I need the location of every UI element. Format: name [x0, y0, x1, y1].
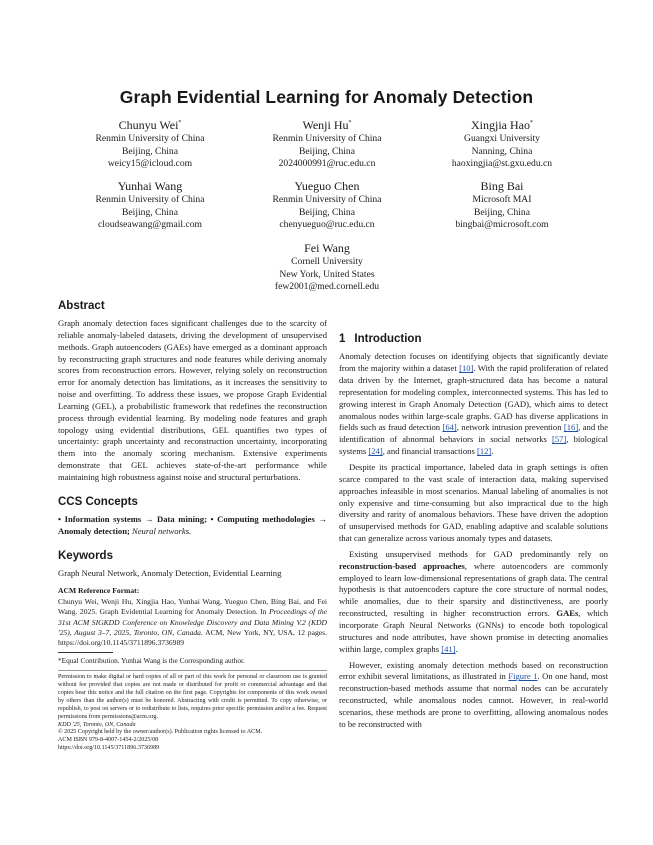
- permission-rule: [58, 670, 327, 671]
- author-email: 2024000991@ruc.edu.cn: [278, 158, 376, 170]
- author-name: Bing Bai: [480, 179, 524, 193]
- left-column: [58, 299, 327, 753]
- author-affiliation: Renmin University of China: [95, 133, 205, 144]
- author-location: Beijing, China: [122, 206, 178, 218]
- emphasis: GAEs: [556, 608, 579, 619]
- author-name: Chunyu Wei: [118, 118, 179, 132]
- author-email: weicy15@icloud.com: [107, 158, 193, 170]
- intro-paragraph-2: Despite its practical importance, labeled data in graph settings is often scarce compared to the vast scale of interaction data, making supervised approaches infeasible in most scenarios. Manual labeling of anomalies is not only expensive and time-consuming but also impractical due to the high diversity and rarity of anomalous behaviors. These have driven the adoption of unsupervised methods for GAD, enabling adaptive and scalable solutions that can generalize across various anomaly types and datasets.: [339, 462, 608, 544]
- abstract-text: Graph anomaly detection faces significant challenges due to the scarcity of reliable anomaly-labeled datasets, driving the development of unsupervised methods. Graph autoencoders (GAEs) have emerged as a dominant approach by reconstructing graph structures and node features while deriving anomaly scores from reconstruction errors. However, relying solely on reconstruction error for anomaly detection has limitations, as it increases the sensitivity to noise and overfitting. To address these issues, we propose Graph Evidential Learning (GEL), a probabilistic framework that redefines the reconstruction process through evidential learning. By modeling node features and graph topology using evidential distributions, GEL quantifies two types of uncertainty: graph uncertainty and reconstruction uncertainty, incorporating them into the anomaly scoring mechanism. Extensive experiments demonstrate that GEL achieves state-of-the-art performance while maintaining high robustness against noise and structural perturbations.: [58, 318, 327, 482]
- equal-contribution-mark: *: [178, 120, 182, 126]
- author-location: Beijing, China: [122, 145, 178, 157]
- citation-link[interactable]: [64]: [442, 422, 457, 433]
- author-affiliation: Cornell University: [291, 256, 363, 267]
- author-block: [402, 178, 602, 232]
- ccs-concept: Neural networks.: [129, 525, 192, 536]
- author-location: New York, United States: [279, 268, 375, 280]
- ccs-concept: • Information systems → Data mining;: [58, 513, 207, 524]
- author-name: Fei Wang: [304, 241, 350, 255]
- intro-paragraph-1: Anomaly detection focuses on identifying objects that significantly deviate from the majority within a dataset [10]. With the rapid proliferation of related data driven by the Internet, graph-structured data has become a natural representation for modeling complex, interconnected systems. This has led to growing interest in Graph Anomaly Detection (GAD), which aims to detect anomalous nodes within large-scale graphs. GAD has diverse applications in fields such as fraud detection [64], network intrusion prevention [16], and the identification of abnormal behaviors in social networks [57], biological systems [24], and financial transactions [12].: [339, 351, 609, 457]
- introduction-heading: [339, 332, 608, 346]
- author-name: Yueguo Chen: [294, 179, 360, 193]
- right-column: [339, 304, 608, 731]
- intro-paragraph-4: However, existing anomaly detection methods based on reconstruction error exhibit several limitations, as illustrated in Figure 1. On one hand, most reconstruction-based methods assume that normal nodes can be accurately reconstructed, while anomalous nodes cannot. However, in real-world scenarios, these methods are prone to overfitting, allowing anomalous nodes to be reconstructed with: [339, 659, 608, 729]
- equal-contribution-mark: *: [530, 120, 533, 126]
- section-number: 1: [339, 333, 346, 346]
- author-affiliation: Renmin University of China: [272, 133, 382, 144]
- acm-reference-continued: [339, 304, 608, 314]
- author-email: few2001@med.cornell.edu: [274, 281, 380, 293]
- acm-reference-tail: ACM, New York, NY, USA, 12 pages. https://doi.org/10.1145/3711896.3736989: [58, 627, 327, 648]
- author-block: [227, 178, 427, 232]
- author-name: Xingjia Hao: [471, 118, 530, 132]
- author-block: [50, 178, 250, 232]
- footnote-rule: [58, 652, 113, 653]
- permission-notice: Permission to make digital or hard copies of all or part of this work for personal or classroom use is granted without fee provided that copies are not made or distributed for profit or commercial advantage and that copies bear this notice and the full citation on the first page. Copyrights for components of this work owned by others than the author(s) must be honored. Abstracting with credit is permitted. To copy otherwise, or republish, to post on servers or to redistribute to lists, requires prior specific permission and/or a fee. Request permissions from permissions@acm.org.: [58, 674, 327, 720]
- citation-link[interactable]: [12]: [476, 446, 492, 457]
- citation-link[interactable]: [10]: [459, 363, 474, 374]
- author-block: [227, 240, 427, 294]
- author-email: cloudseawang@gmail.com: [98, 219, 202, 231]
- citation-link[interactable]: [41]: [441, 643, 456, 654]
- author-location: Beijing, China: [474, 206, 530, 218]
- author-name: Yunhai Wang: [117, 179, 183, 193]
- citation-link[interactable]: [16]: [563, 422, 579, 433]
- acm-reference-label: ACM Reference Format:: [58, 586, 140, 596]
- ccs-heading: CCS Concepts: [58, 495, 138, 508]
- author-affiliation: Microsoft MAI: [472, 194, 532, 205]
- ccs-concept: • Computing methodologies → Anomaly detection;: [58, 513, 328, 536]
- ccs-text: [58, 514, 327, 538]
- author-affiliation: Renmin University of China: [272, 194, 382, 205]
- author-location: Beijing, China: [299, 145, 355, 157]
- doi-line: https://doi.org/10.1145/3711896.3736989: [58, 745, 160, 752]
- intro-paragraph-3: Existing unsupervised methods for GAD predominantly rely on reconstruction-based approaches, where autoencoders are commonly employed to learn low-dimensional representations of graph data. The central hypothesis is that autoencoders capture the core structure of normal nodes, while anomalies, due to their sparsity and distinctiveness, are poorly reconstructed, resulting in higher reconstruction errors. GAEs, which incorporate Graph Neural Networks (GNNs) to encode both topological structures and node attributes, have shown promise in detecting anomalies within large, complex graphs [41].: [339, 548, 608, 654]
- author-email: bingbai@microsoft.com: [455, 219, 549, 231]
- emphasis: reconstruction-based approaches: [339, 560, 465, 571]
- author-block: [227, 115, 427, 171]
- keywords-heading: Keywords: [58, 549, 113, 562]
- author-email: chenyueguo@ruc.edu.cn: [279, 219, 375, 231]
- author-affiliation: Guangxi University: [464, 133, 540, 144]
- citation-link[interactable]: [57]: [552, 434, 567, 445]
- figure-link[interactable]: Figure 1: [508, 671, 538, 682]
- venue-line: KDD '25, Toronto, ON, Canada: [58, 721, 136, 728]
- copyright-line: © 2025 Copyright held by the owner/author(s). Publication rights licensed to ACM.: [58, 729, 263, 736]
- footnote: *Equal Contribution. Yunhai Wang is the Corresponding author.: [58, 655, 245, 665]
- equal-contribution-mark: *: [348, 120, 352, 126]
- acm-reference: [58, 586, 327, 648]
- section-title: Introduction: [354, 333, 422, 346]
- abstract-heading: Abstract: [58, 300, 105, 312]
- author-block: [402, 115, 602, 171]
- citation-link[interactable]: [24]: [368, 446, 383, 457]
- isbn-line: ACM ISBN 979-8-4007-1454-2/2025/08: [58, 737, 159, 744]
- keywords-text: Graph Neural Network, Anomaly Detection, Evidential Learning: [58, 567, 282, 578]
- author-location: Nanning, China: [471, 145, 533, 157]
- acm-reference-proceedings: Proceedings of the 31st ACM SIGKDD Conference on Knowledge Discovery and Data Mining V.2 (KDD '25), August 3–7, 2025, Toronto, ON, Canada.: [58, 607, 327, 637]
- author-name: Wenji Hu: [302, 118, 349, 132]
- author-email: haoxingjia@st.gxu.edu.cn: [451, 158, 553, 170]
- author-block: [50, 115, 250, 171]
- author-affiliation: Renmin University of China: [95, 194, 205, 205]
- author-location: Beijing, China: [299, 206, 355, 218]
- acm-reference-text: Chunyu Wei, Wenji Hu, Xingjia Hao, Yunhai Wang, Yueguo Chen, Bing Bai, and Fei Wang. 2025. Graph Evidential Learning for Anomaly Detection. In: [58, 596, 327, 617]
- paper-title: Graph Evidential Learning for Anomaly Detection: [119, 87, 534, 107]
